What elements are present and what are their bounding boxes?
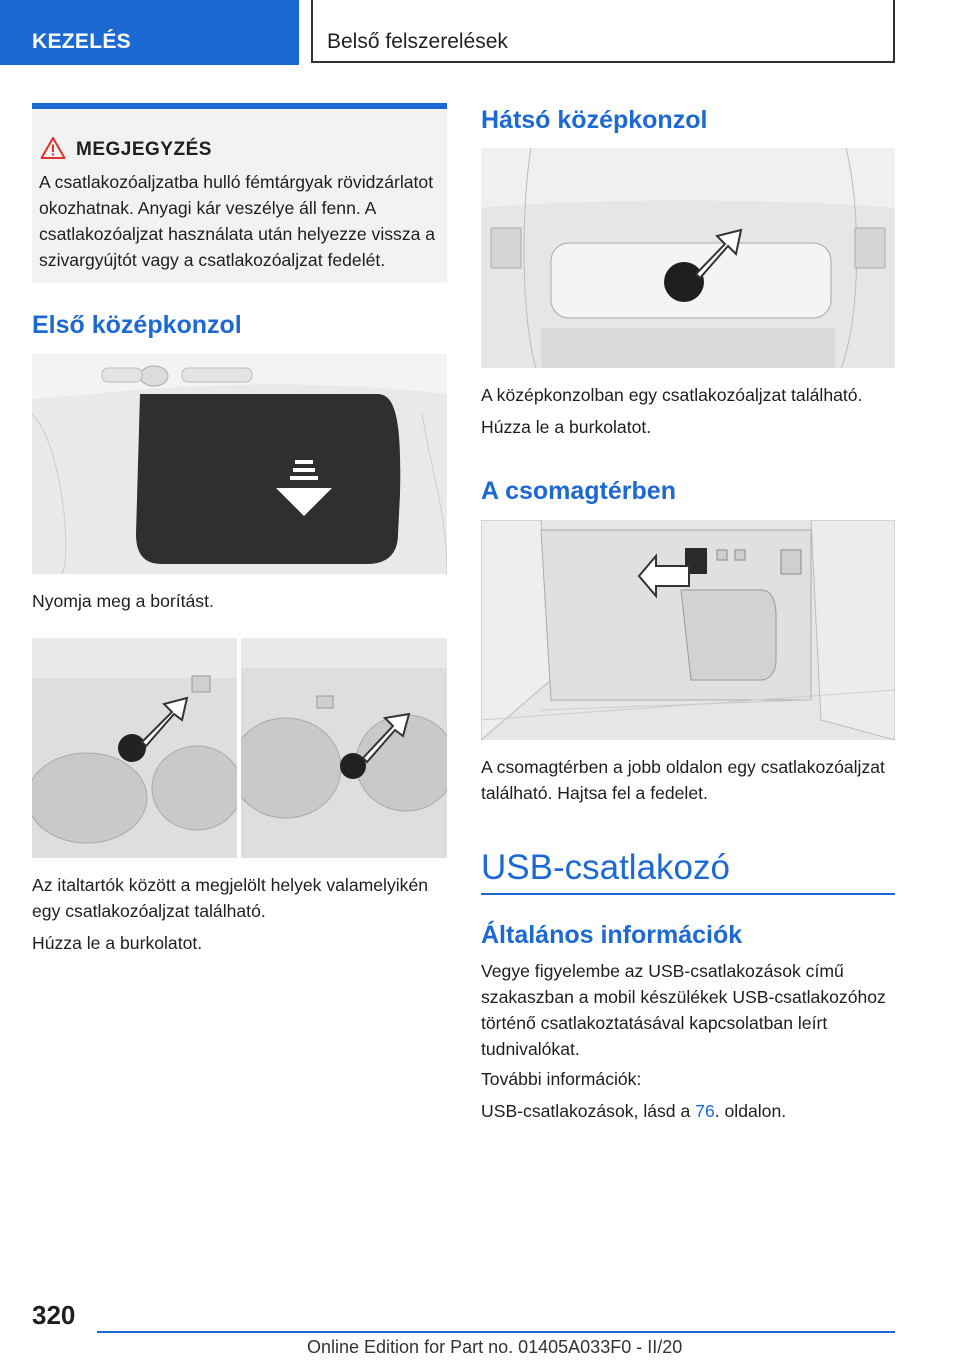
rear-caption-socket: A középkonzolban egy csatlakozóaljzat található.	[481, 385, 863, 405]
usb-reference-prefix: USB-csatlakozások, lásd a	[481, 1101, 696, 1121]
front-caption-press: Nyomja meg a borítást.	[32, 591, 214, 611]
cupholder-caption: Az italtartók között a megjelölt helyek valamelyikén egy csatlakozóaljzat található.	[32, 875, 429, 921]
trunk-caption: A csomagtérben a jobb oldalon egy csatlakozóaljzat található. Hajtsa fel a fedelet.	[481, 757, 885, 803]
chapter-tab	[311, 0, 895, 63]
page-number: 320	[32, 1300, 76, 1330]
chapter-title: Belső felszerelések	[327, 30, 508, 53]
footer-edition: Online Edition for Part no. 01405A033F0 - II/20	[307, 1337, 683, 1357]
cupholder-image-right	[241, 638, 447, 858]
note-box	[32, 103, 447, 283]
section-title: KEZELÉS	[32, 30, 131, 53]
warning-icon	[40, 136, 66, 160]
usb-heading-rule	[481, 893, 895, 895]
section-tab	[0, 0, 299, 65]
usb-reference-suffix: . oldalon.	[714, 1101, 787, 1121]
rear-console-heading: Hátsó középkonzol	[481, 106, 708, 134]
usb-paragraph: Vegye figyelembe az USB-csatlakozások című szakaszban a mobil készülékek USB-csatlakozóhoz történő csatlakoztatásával kapcsolatban leírt tudnivalókat.	[481, 961, 886, 1059]
note-text: A csatlakozóaljzatba hulló fémtárgyak rövidzárlatot okozhatnak. Anyagi kár veszélye áll fenn. A csatlakozóaljzat használata után helyezze vissza a szivargyújtót vagy a csatlakozóaljzat fedelét.	[39, 172, 436, 270]
general-info-heading: Általános információk	[481, 921, 743, 949]
front-caption-pull: Húzza le a burkolatot.	[32, 933, 203, 953]
more-info-label: További információk:	[481, 1069, 642, 1089]
front-console-image	[32, 354, 447, 574]
rear-console-image	[481, 148, 895, 368]
front-console-heading: Első középkonzol	[32, 311, 242, 339]
usb-heading: USB-csatlakozó	[481, 848, 730, 887]
usb-reference	[481, 1098, 786, 1124]
rear-caption-pull: Húzza le a burkolatot.	[481, 417, 652, 437]
footer-rule	[97, 1331, 895, 1333]
note-title: MEGJEGYZÉS	[76, 139, 212, 160]
page-link-76[interactable]: 76	[695, 1101, 715, 1121]
cupholder-image-left	[32, 638, 237, 858]
trunk-heading: A csomagtérben	[481, 477, 676, 505]
trunk-image	[481, 520, 895, 740]
